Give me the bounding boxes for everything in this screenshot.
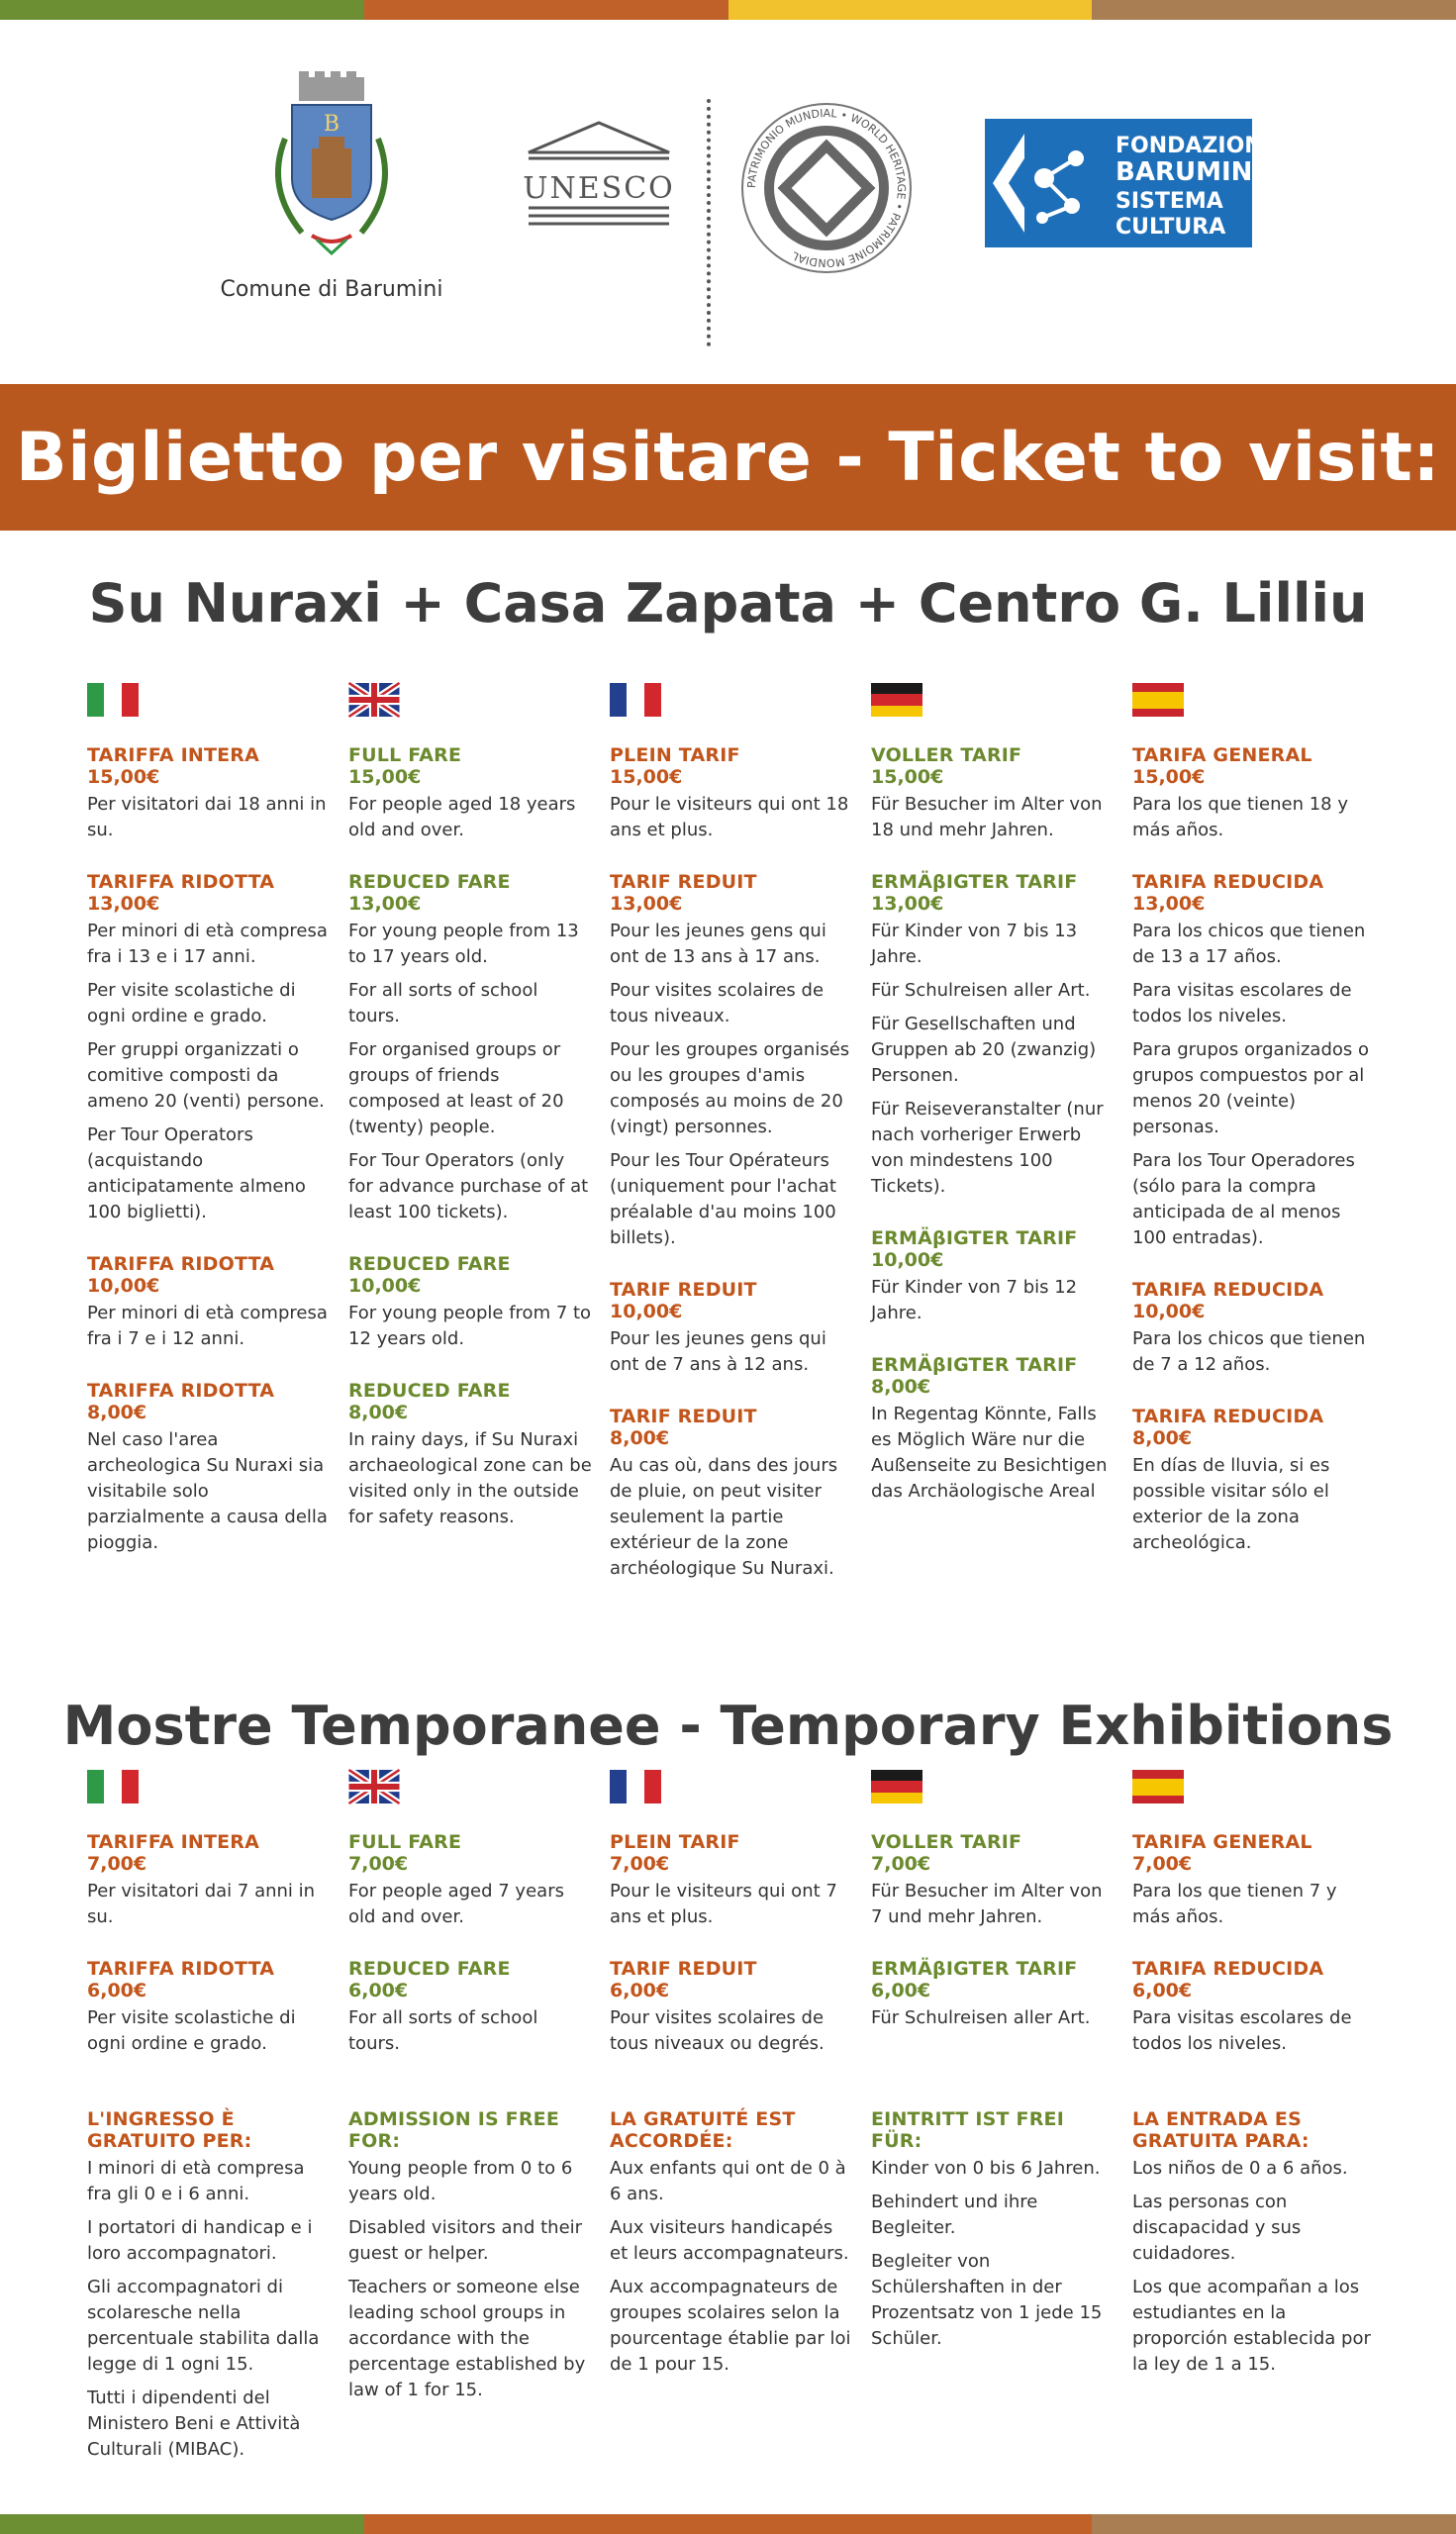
fare-description: Für Kinder von 7 bis 13 Jahre. — [871, 921, 1078, 967]
fare-description: Pour les jeunes gens qui ont de 7 ans à 12 ans. — [610, 1328, 826, 1375]
fare-block — [87, 1380, 331, 1556]
fare-description: Per gruppi organizzati o comitive composti da ameno 20 (venti) persone. — [87, 1039, 325, 1112]
fr-free-column — [610, 2108, 871, 2471]
fare-block — [348, 744, 592, 843]
bottom-color-stripe — [0, 2514, 1456, 2534]
stripe-green — [0, 2514, 364, 2534]
fare-description: Para visitas escolares de todos los niveles. — [1132, 2007, 1352, 2054]
fare-title: ERMÄβIGTER TARIF — [871, 1958, 1078, 1980]
unesco-logo — [525, 119, 673, 251]
fare-price: 8,00€ — [348, 1402, 409, 1423]
fare-price: 13,00€ — [1132, 893, 1206, 915]
comune-crest-icon — [257, 69, 406, 267]
fare-title: TARIF REDUIT — [610, 871, 757, 893]
fare-description: Per Tour Operators (acquistando anticipatamente almeno 100 biglietti). — [87, 1124, 306, 1222]
fare-description: For Tour Operators (only for advance purchase of at least 100 tickets). — [348, 1150, 589, 1222]
unesco-temple-icon — [525, 119, 673, 247]
fare-title: VOLLER TARIF — [871, 744, 1022, 766]
fare-price: 8,00€ — [871, 1376, 931, 1398]
flag-band — [1132, 683, 1184, 692]
flag-band — [871, 1781, 922, 1792]
fare-price: 7,00€ — [1132, 1853, 1193, 1875]
fare-description: Para visitas escolares de todos los niveles. — [1132, 980, 1352, 1026]
fare-description: In Regentag Könnte, Falls es Möglich Wäre nur die Außenseite zu Besichtigen das Archäologische Areal — [871, 1404, 1108, 1502]
fare-title: REDUCED FARE — [348, 1253, 511, 1275]
fare-price: 10,00€ — [348, 1275, 422, 1297]
flag-band — [871, 683, 922, 694]
free-admission-line: Disabled visitors and their guest or helper. — [348, 2217, 583, 2264]
fare-title: TARIF REDUIT — [610, 1406, 757, 1427]
fare-block — [348, 1831, 592, 1930]
fr-flag-icon — [610, 1770, 661, 1803]
svg-text:B: B — [323, 112, 340, 137]
fare-description: For all sorts of school tours. — [348, 980, 538, 1026]
fare-description: Pour les Tour Opérateurs (uniquement pour l'achat préalable d'au moins 100 billets). — [610, 1150, 836, 1248]
fare-title: VOLLER TARIF — [871, 1831, 1022, 1853]
flag-band — [87, 1770, 104, 1803]
fare-price: 15,00€ — [87, 766, 160, 788]
fare-description: Für Kinder von 7 bis 12 Jahre. — [871, 1277, 1078, 1323]
fare-price: 13,00€ — [610, 893, 683, 915]
union-jack-icon — [348, 1770, 400, 1803]
fare-description: Für Gesellschaften und Gruppen ab 20 (zwanzig) Personen. — [871, 1014, 1097, 1086]
fare-description: Au cas où, dans des jours de pluie, on peut visiter seulement la partie extérieur de la zone archéologique Su Nuraxi. — [610, 1455, 838, 1579]
fare-description: Pour le visiteurs qui ont 18 ans et plus. — [610, 794, 849, 840]
section1-fares-grid — [87, 683, 1394, 1609]
fare-price: 7,00€ — [610, 1853, 670, 1875]
fare-title: TARIFFA INTERA — [87, 744, 260, 766]
stripe-orange-2 — [728, 2514, 1093, 2534]
fare-block — [348, 871, 592, 1225]
fare-price: 7,00€ — [348, 1853, 409, 1875]
comune-label: Comune di Barumini — [220, 277, 443, 302]
fare-price: 6,00€ — [871, 1980, 931, 2001]
fare-price: 8,00€ — [87, 1402, 147, 1423]
free-admission-line: Las personas con discapacidad y sus cuidadores. — [1132, 2192, 1302, 2264]
fare-description: Per visitatori dai 7 anni in su. — [87, 1881, 316, 1927]
section2-fares-grid — [87, 1770, 1394, 2085]
stripe-green — [0, 0, 364, 20]
flag-band — [627, 683, 643, 717]
fondazione-logo-icon — [985, 119, 1278, 247]
fondazione-line3: SISTEMA — [1116, 189, 1223, 214]
it-flag-icon — [87, 683, 139, 717]
fare-block — [610, 1406, 853, 1582]
it-column — [87, 1770, 348, 2085]
fare-description: Per minori di età compresa fra i 7 e i 12 anni. — [87, 1303, 328, 1349]
fare-title: ERMÄβIGTER TARIF — [871, 1227, 1078, 1249]
fare-title: ERMÄβIGTER TARIF — [871, 1354, 1078, 1376]
fare-block — [1132, 1406, 1376, 1556]
de-flag-icon — [871, 683, 922, 717]
flag-band — [1132, 709, 1184, 718]
free-admission-title: LA ENTRADA ES GRATUITA PARA: — [1132, 2108, 1310, 2152]
fondazione-line1: FONDAZIONE — [1116, 134, 1278, 158]
fare-title: FULL FARE — [348, 744, 462, 766]
comune-logo — [208, 69, 455, 302]
flag-band — [871, 1770, 922, 1781]
fare-description: Pour visites scolaires de tous niveaux. — [610, 980, 825, 1026]
fare-block — [1132, 1831, 1376, 1930]
fare-description: Pour les jeunes gens qui ont de 13 ans à 17 ans. — [610, 921, 826, 967]
stripe-orange — [364, 2514, 728, 2534]
unesco-text: UNESCO — [523, 171, 675, 206]
fare-block — [610, 1279, 853, 1378]
fr-flag-icon — [610, 683, 661, 717]
de-column — [871, 1770, 1132, 2085]
fare-block — [1132, 871, 1376, 1251]
fare-price: 10,00€ — [610, 1301, 683, 1322]
fare-price: 6,00€ — [348, 1980, 409, 2001]
fare-description: Für Besucher im Alter von 7 und mehr Jahren. — [871, 1881, 1103, 1927]
fondazione-barumini-logo — [985, 119, 1278, 247]
fare-block — [1132, 1279, 1376, 1378]
es-column — [1132, 683, 1394, 1609]
fare-description: Para los Tour Operadores (sólo para la compra anticipada de al menos 100 entradas). — [1132, 1150, 1355, 1248]
fare-description: Per visite scolastiche di ogni ordine e grado. — [87, 980, 296, 1026]
ticket-banner — [0, 384, 1456, 531]
fare-description: En días de lluvia, si es possible visitar sólo el exterior de la zona archeológica. — [1132, 1455, 1330, 1553]
fare-block — [610, 1958, 853, 2057]
fare-block — [348, 1958, 592, 2057]
fare-price: 15,00€ — [610, 766, 683, 788]
fare-title: TARIFA REDUCIDA — [1132, 1958, 1324, 1980]
fare-description: Pour le visiteurs qui ont 7 ans et plus. — [610, 1881, 837, 1927]
banner-title: Biglietto per visitare - Ticket to visit: — [15, 418, 1441, 497]
fare-title: ERMÄβIGTER TARIF — [871, 871, 1078, 893]
logo-divider — [707, 99, 711, 346]
fare-price: 15,00€ — [1132, 766, 1206, 788]
free-admission-line: Aux accompagnateurs de groupes scolaires selon la pourcentage établie par loi de 1 pour 15. — [610, 2277, 851, 2375]
fare-title: TARIF REDUIT — [610, 1958, 757, 1980]
de-column — [871, 683, 1132, 1609]
flag-band — [627, 1770, 643, 1803]
fare-description: For people aged 18 years old and over. — [348, 794, 576, 840]
fare-title: TARIFA REDUCIDA — [1132, 871, 1324, 893]
free-admission-title: ADMISSION IS FREE FOR: — [348, 2108, 560, 2152]
world-heritage-emblem-icon — [737, 99, 916, 277]
fare-title: PLEIN TARIF — [610, 744, 740, 766]
fare-title: TARIF REDUIT — [610, 1279, 757, 1301]
fare-description: Para los chicos que tienen de 13 a 17 años. — [1132, 921, 1366, 967]
fare-description: For all sorts of school tours. — [348, 2007, 538, 2054]
it-free-column — [87, 2108, 348, 2471]
fare-block — [348, 1253, 592, 1352]
fare-price: 8,00€ — [1132, 1427, 1193, 1449]
free-admission-line: Teachers or someone else leading school groups in accordance with the percentage established by law of 1 for 15. — [348, 2277, 586, 2400]
fare-description: Für Reiseveranstalter (nur nach vorheriger Erwerb von mindestens 100 Tickets). — [871, 1099, 1104, 1197]
flag-band — [644, 1770, 661, 1803]
en-column — [348, 1770, 610, 2085]
flag-band — [610, 683, 627, 717]
fare-description: Nel caso l'area archeologica Su Nuraxi sia visitabile solo parzialmente a causa della pioggia. — [87, 1429, 328, 1553]
fare-title: TARIFFA RIDOTTA — [87, 1958, 275, 1980]
fare-description: For young people from 7 to 12 years old. — [348, 1303, 592, 1349]
fare-price: 15,00€ — [871, 766, 944, 788]
whc-ring-text: PATRIMONIO MUNDIAL • WORLD HERITAGE • PATRIMOINE MONDIAL — [744, 106, 909, 270]
free-admission-title: L'INGRESSO È GRATUITO PER: — [87, 2108, 252, 2152]
flag-band — [1132, 1770, 1184, 1779]
fare-title: TARIFA GENERAL — [1132, 744, 1312, 766]
fare-block — [87, 1831, 331, 1930]
stripe-brown — [1092, 2514, 1456, 2534]
fare-price: 7,00€ — [87, 1853, 147, 1875]
section2-title: Mostre Temporanee - Temporary Exhibitions — [62, 1695, 1394, 1757]
free-admission-line: Kinder von 0 bis 6 Jahren. — [871, 2158, 1101, 2179]
free-admission-line: I minori di età compresa fra gli 0 e i 6 anni. — [87, 2158, 305, 2204]
flag-band — [644, 683, 661, 717]
fare-title: TARIFFA RIDOTTA — [87, 871, 275, 893]
free-admission-line: Los niños de 0 a 6 años. — [1132, 2158, 1348, 2179]
fare-block — [348, 1380, 592, 1530]
flag-band — [610, 1770, 627, 1803]
free-admission-line: Los que acompañan a los estudiantes en la proporción establecida por la ley de 1 a 15. — [1132, 2277, 1371, 2375]
flag-band — [87, 683, 104, 717]
en-free-column — [348, 2108, 610, 2471]
fare-block — [871, 1958, 1115, 2031]
free-admission-line: Aux visiteurs handicapés et leurs accompagnateurs. — [610, 2217, 849, 2264]
fare-block — [871, 871, 1115, 1200]
en-flag-icon — [348, 1770, 400, 1803]
fare-title: TARIFFA INTERA — [87, 1831, 260, 1853]
free-admission-title: LA GRATUITÉ EST ACCORDÉE: — [610, 2108, 796, 2152]
fare-description: In rainy days, if Su Nuraxi archaeological zone can be visited only in the outside for safety reasons. — [348, 1429, 592, 1527]
stripe-yellow — [728, 0, 1093, 20]
fare-description: Per visite scolastiche di ogni ordine e grado. — [87, 2007, 296, 2054]
fare-description: Für Besucher im Alter von 18 und mehr Jahren. — [871, 794, 1103, 840]
fare-title: REDUCED FARE — [348, 1380, 511, 1402]
fare-price: 8,00€ — [610, 1427, 670, 1449]
fare-block — [871, 1227, 1115, 1326]
fare-price: 10,00€ — [87, 1275, 160, 1297]
it-flag-icon — [87, 1770, 139, 1803]
fare-description: Para grupos organizados o grupos compuestos por al menos 20 (veinte) personas. — [1132, 1039, 1369, 1137]
fare-title: PLEIN TARIF — [610, 1831, 740, 1853]
es-flag-icon — [1132, 1770, 1184, 1803]
es-column — [1132, 1770, 1394, 2085]
fare-description: For young people from 13 to 17 years old. — [348, 921, 579, 967]
fare-price: 6,00€ — [87, 1980, 147, 2001]
fare-price: 7,00€ — [871, 1853, 931, 1875]
es-free-column — [1132, 2108, 1394, 2471]
free-admission-grid — [87, 2108, 1394, 2471]
fare-description: Per minori di età compresa fra i 13 e i 17 anni. — [87, 921, 328, 967]
fare-description: Für Schulreisen aller Art. — [871, 980, 1091, 1001]
fare-block — [610, 871, 853, 1251]
fare-title: TARIFA REDUCIDA — [1132, 1406, 1324, 1427]
free-admission-line: Tutti i dipendenti del Ministero Beni e Attività Culturali (MIBAC). — [87, 2388, 301, 2460]
fare-block — [87, 744, 331, 843]
flag-band — [104, 1770, 121, 1803]
es-flag-icon — [1132, 683, 1184, 717]
fare-block — [87, 1958, 331, 2057]
free-admission-line: Behindert und ihre Begleiter. — [871, 2192, 1038, 2238]
fare-title: REDUCED FARE — [348, 871, 511, 893]
free-admission-title: EINTRITT IST FREI FÜR: — [871, 2108, 1064, 2152]
en-flag-icon — [348, 683, 400, 717]
fr-column — [610, 683, 871, 1609]
fare-title: TARIFFA RIDOTTA — [87, 1253, 275, 1275]
it-column — [87, 683, 348, 1609]
fare-block — [1132, 744, 1376, 843]
flag-band — [122, 683, 139, 717]
fare-price: 13,00€ — [871, 893, 944, 915]
fare-price: 13,00€ — [348, 893, 422, 915]
fare-title: FULL FARE — [348, 1831, 462, 1853]
fare-price: 10,00€ — [1132, 1301, 1206, 1322]
fare-price: 15,00€ — [348, 766, 422, 788]
fare-description: Para los que tienen 18 y más años. — [1132, 794, 1348, 840]
free-admission-line: Aux enfants qui ont de 0 à 6 ans. — [610, 2158, 846, 2204]
fare-block — [610, 1831, 853, 1930]
flag-band — [871, 694, 922, 705]
stripe-orange — [364, 0, 728, 20]
flag-band — [104, 683, 121, 717]
fare-description: Para los chicos que tienen de 7 a 12 años. — [1132, 1328, 1366, 1375]
fare-title: TARIFFA RIDOTTA — [87, 1380, 275, 1402]
free-admission-line: I portatori di handicap e i loro accompagnatori. — [87, 2217, 313, 2264]
fondazione-line2: BARUMINI — [1116, 157, 1263, 187]
fondazione-line4: CULTURA — [1116, 215, 1226, 240]
fare-title: TARIFA GENERAL — [1132, 1831, 1312, 1853]
fare-description: Pour visites scolaires de tous niveaux ou degrés. — [610, 2007, 825, 2054]
flag-band — [871, 1793, 922, 1803]
fare-block — [871, 1354, 1115, 1505]
flag-band — [1132, 692, 1184, 709]
fare-description: For people aged 7 years old and over. — [348, 1881, 564, 1927]
fare-block — [871, 1831, 1115, 1930]
fare-title: REDUCED FARE — [348, 1958, 511, 1980]
fare-description: Para los que tienen 7 y más años. — [1132, 1881, 1337, 1927]
free-admission-line: Young people from 0 to 6 years old. — [348, 2158, 573, 2204]
de-flag-icon — [871, 1770, 922, 1803]
flag-band — [122, 1770, 139, 1803]
world-heritage-logo — [737, 99, 916, 281]
fare-block — [87, 1253, 331, 1352]
flag-band — [1132, 1796, 1184, 1804]
fare-block — [87, 871, 331, 1225]
en-column — [348, 683, 610, 1609]
free-admission-line: Gli accompagnatori di scolaresche nella percentuale stabilita dalla legge di 1 ogni 15. — [87, 2277, 320, 2375]
fare-price: 6,00€ — [610, 1980, 670, 2001]
fare-description: Für Schulreisen aller Art. — [871, 2007, 1091, 2028]
fare-price: 13,00€ — [87, 893, 160, 915]
fare-description: For organised groups or groups of friends composed at least of 20 (twenty) people. — [348, 1039, 564, 1137]
fare-block — [871, 744, 1115, 843]
free-admission-line: Begleiter von Schülershaften in der Prozentsatz von 1 jede 15 Schüler. — [871, 2251, 1103, 2349]
stripe-brown — [1092, 0, 1456, 20]
top-color-stripe — [0, 0, 1456, 20]
fare-price: 10,00€ — [871, 1249, 944, 1271]
flag-band — [1132, 1779, 1184, 1796]
fare-description: Per visitatori dai 18 anni in su. — [87, 794, 327, 840]
fare-block — [1132, 1958, 1376, 2057]
fare-price: 6,00€ — [1132, 1980, 1193, 2001]
de-free-column — [871, 2108, 1132, 2471]
fr-column — [610, 1770, 871, 2085]
logos-header — [0, 59, 1456, 337]
flag-band — [871, 706, 922, 717]
fare-title: TARIFA REDUCIDA — [1132, 1279, 1324, 1301]
section1-title: Su Nuraxi + Casa Zapata + Centro G. Lilliu — [88, 572, 1368, 634]
fare-block — [610, 744, 853, 843]
union-jack-icon — [348, 683, 400, 717]
fare-description: Pour les groupes organisés ou les groupes d'amis composés au moins de 20 (vingt) personnes. — [610, 1039, 850, 1137]
